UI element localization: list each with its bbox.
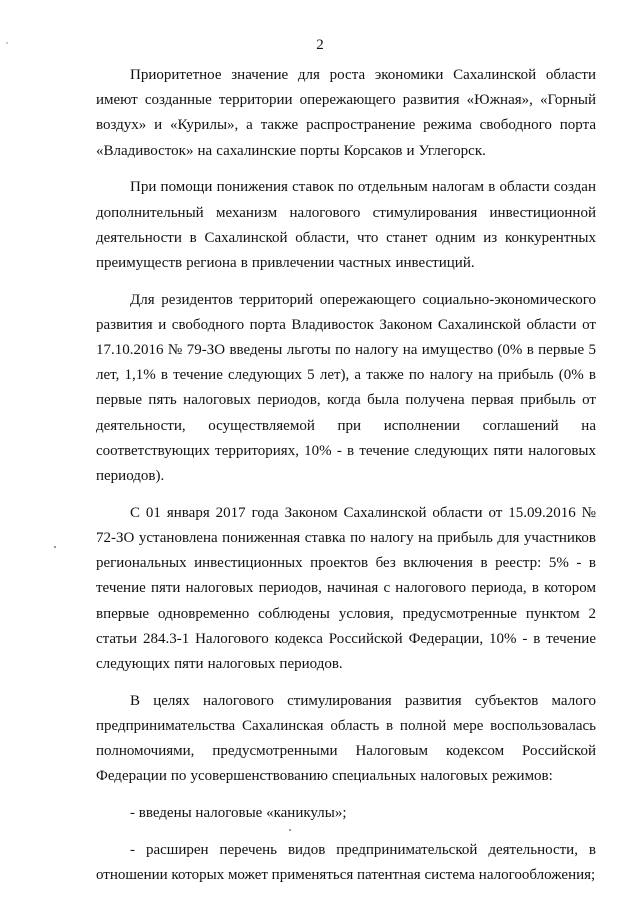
list-item: - расширен перечень видов предпринимательской деятельности, в отношении которых может применяться патентная система налогообложения; — [96, 841, 596, 883]
paragraph: Приоритетное значение для роста экономики Сахалинской области имеют созданные территории опережающего развития «Южная», «Горный воздух» и «Курилы», а также распространение режима свободного порта «Владивосток» на сахалинские порты Корсаков и Углегорск. — [96, 67, 596, 159]
paragraph: В целях налогового стимулирования развития субъектов малого предпринимательства Сахалинская область в полной мере воспользовалась полномочиями, предусмотренными Налоговым кодексом Российской Федерации по усовершенствованию специальных налоговых режимов: — [96, 692, 596, 785]
page-number: 2 — [316, 37, 324, 53]
scan-speck — [289, 829, 291, 831]
paragraph: Для резидентов территорий опережающего социально-экономического развития и свободного порта Владивосток Законом Сахалинской области от 17.10.2016 № 79-ЗО введены льготы по налогу на имущество (0% в первые 5 лет, 1,1% в течение следующих 5 лет), а также по налогу на прибыль (0% в первые пять налоговых периодов, когда была получена первая прибыль от деятельности, осуществляемой при исполнении соглашений на соответствующих территориях, 10% - в течение следующих пяти налоговых периодов). — [96, 291, 596, 485]
scan-speck — [6, 42, 8, 44]
paragraph: При помощи понижения ставок по отдельным налогам в области создан дополнительный механизм налогового стимулирования инвестиционной деятельности в Сахалинской области, что станет одним из конкурентных преимуществ региона в привлечении частных инвестиций. — [96, 179, 596, 271]
document-body — [96, 63, 596, 888]
list-item: - введены налоговые «каникулы»; — [130, 804, 347, 821]
scan-speck — [54, 546, 56, 548]
paragraph: С 01 января 2017 года Законом Сахалинской области от 15.09.2016 № 72-ЗО установлена пониженная ставка по налогу на прибыль для участников региональных инвестиционных проектов без включения в реестр: 5% - в течение пяти налоговых периодов, начиная с налогового периода, в котором впервые одновременно соблюдены условия, предусмотренные пунктом 2 статьи 284.3-1 Налогового кодекса Российской Федерации, 10% - в течение следующих пяти налоговых периодов. — [96, 504, 596, 672]
